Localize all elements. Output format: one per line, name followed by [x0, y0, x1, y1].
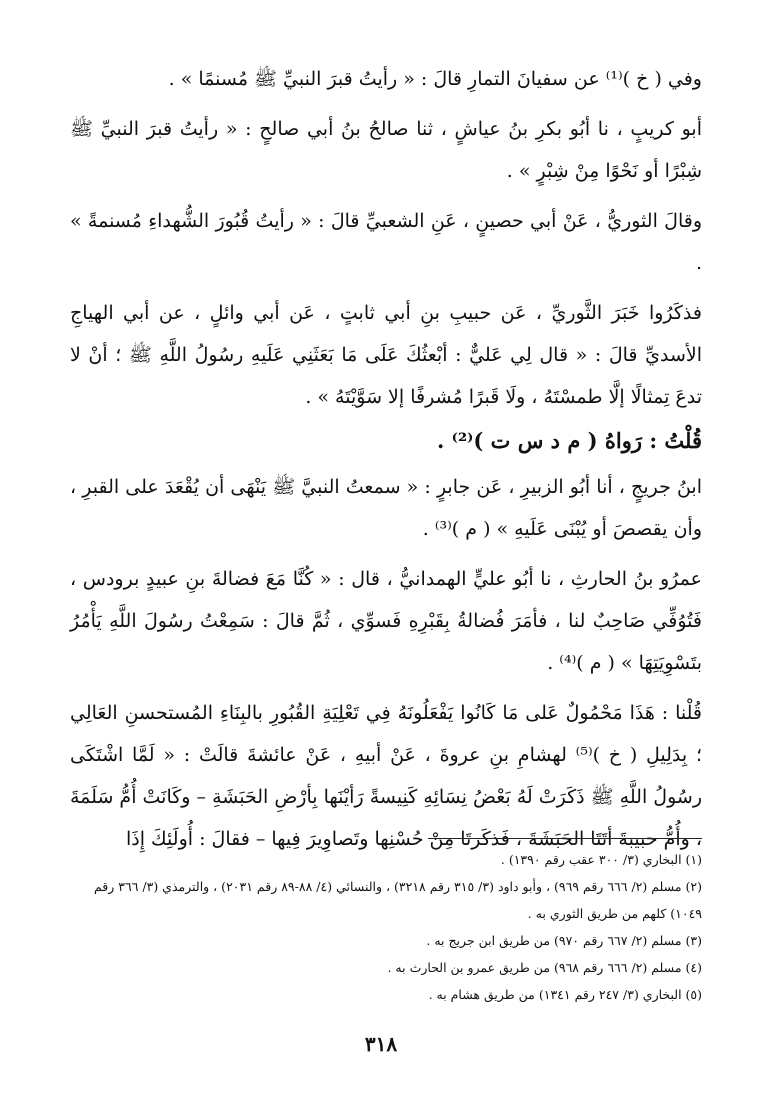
footnote-4: (٤) مسلم (٢/ ٦٦٦ رقم ٩٦٨) من طريق عمرو بن الحارث به . — [387, 960, 702, 975]
footnotes — [70, 846, 702, 1008]
footnote-2: (٢) مسلم (٢/ ٦٦٦ رقم ٩٦٩) ، وأبو داود (٣/ ٣١٥ رقم ٣٢١٨) ، والنسائي (٤/ ٨٨-٨٩ رقم ٢٠٣١) ، والترمذي (٣/ ٣٦٦ رقم ١٠٤٩) كلهم من طريق الثوري به . — [93, 879, 702, 921]
paragraph-4: فذكَرُوا خَبَرَ الثَّوريِّ ، عَن حبيبِ بنِ أبي ثابتٍ ، عَن أبي وائلٍ ، عن أبي الهياجِ الأسديِّ قالَ : « قال لِي عَليٌّ : أبْعثُكَ عَلَى مَا بَعَثَنِي عَلَيهِ رسُولُ اللَّهِ ﷺ ؛ أنْ لا تدعَ تِمثالًا إلَّا طمسْتَهُ ، ولَا قَبرًا مُشرفًا إلا سَوَّيْتَهُ » . — [70, 302, 702, 408]
page-number: ٣١٨ — [364, 1032, 398, 1056]
main-text — [70, 58, 702, 860]
footnote-divider — [428, 838, 702, 839]
paragraph-6: عمرُو بنُ الحارثِ ، نا أبُو عليٍّ الهمدانيُّ ، قال : « كُنَّا مَعَ فضالةَ بنِ عبيدٍ برودس ، فَتُوُفِّي صَاحِبٌ لنا ، فأمَرَ فُضالةُ بِقَبْرِهِ فَسوِّي ، ثُمَّ قالَ : سَمِعْتُ رسُولَ اللَّهِ يَأْمُرُ بتَسْوِيَتِهَا » ( م )⁽⁴⁾ . — [70, 568, 702, 674]
paragraph-1: وفي ( خ )⁽¹⁾ عن سفيانَ التمارِ قالَ : « رأيتُ قبرَ النبيِّ ﷺ مُسنمًا » . — [168, 68, 702, 90]
footnote-5: (٥) البخاري (٣/ ٢٤٧ رقم ١٣٤١) من طريق هشام به . — [428, 987, 702, 1002]
paragraph-7: قُلْنا : هَذَا مَحْمُولٌ عَلى مَا كَانُوا يَفْعَلُونَهُ فِي تَعْلِيَةِ القُبُورِ بالبِنَاءِ المُستحسنِ العَالِي ؛ بِدَلِيلِ ( خ )⁽⁵⁾ لهشامِ بنِ عروةَ ، عَنْ أبيهِ ، عَنْ عائشةَ قالَتْ : « لَمَّا اشْتَكَى رسُولُ اللَّهِ ﷺ ذَكَرَتْ لَهُ بَعْضُ نِسَائِهِ كَنِيسةً رَأيْنَها بِأرْضِ الحَبَشَةِ – وكَانَتْ أُمُّ سَلَمَةَ ، وأُمُّ حبيبةَ أتَتَا الحَبَشَةَ ، فَذكَرتَا مِنْ حُسْنِها وتَصاوِيرَ فِيها – فقالَ : أُولَئِكَ إِذَا — [70, 702, 702, 850]
paragraph-3: وقالَ الثوريُّ ، عَنْ أبي حصينٍ ، عَنِ الشعبيِّ قالَ : « رأيتُ قُبُورَ الشُّهداءِ مُسنمةً » . — [70, 210, 702, 274]
paragraph-2: أبو كريبٍ ، نا أبُو بكرِ بنُ عياشٍ ، ثنا صالحُ بنُ أبي صالحٍ : « رأيتُ قبرَ النبيِّ ﷺ شِبْرًا أو نَحْوًا مِنْ شِبْرٍ » . — [70, 118, 702, 182]
footnote-3: (٣) مسلم (٢/ ٦٦٧ رقم ٩٧٠) من طريق ابن جريج به . — [426, 933, 702, 948]
paragraph-5: ابنُ جريجٍ ، أنا أبُو الزبيرِ ، عَن جابرٍ : « سمعتُ النبيَّ ﷺ يَنْهَى أن يُقْعَدَ على القبرِ ، وأن يقصصَ أو يُبْنَى عَلَيهِ » ( م )⁽³⁾ . — [70, 476, 702, 540]
section-heading: قُلْتُ : رَواهُ ( م د س ت )⁽²⁾ . — [437, 428, 702, 453]
footnote-1: (١) البخاري (٣/ ٣٠٠ عقب رقم ١٣٩٠) . — [500, 852, 702, 867]
